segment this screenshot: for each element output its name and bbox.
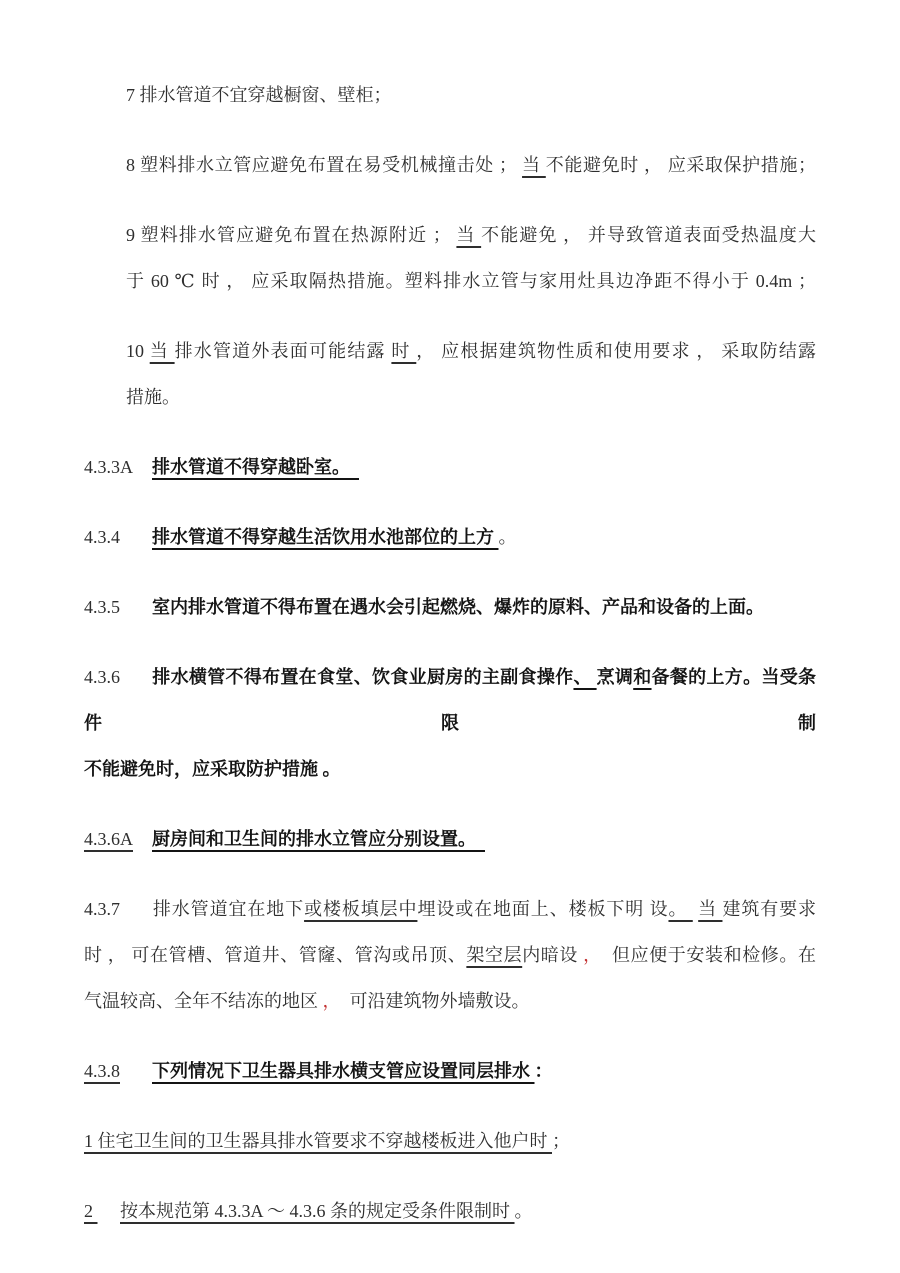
text-run: 措施。 (126, 387, 180, 407)
text-run: 备餐的上方。当受条件限制 (84, 667, 817, 733)
clause-4-3-4 (84, 514, 816, 560)
text-run: ， 应根据建筑物性质和使用要求 ， 采取防结露 (416, 341, 817, 361)
text-run: 当 (149, 341, 175, 361)
text-run: 架空层 (466, 945, 523, 965)
text-run: 。 (498, 527, 517, 547)
text-line (126, 142, 816, 188)
clause-number: 4.3.6A (84, 829, 133, 849)
clause-4-3-7 (84, 886, 816, 1024)
text-run: 和 (633, 667, 652, 687)
text-line (84, 746, 816, 792)
text-run: 排水管道不得穿越生活饮用水池部位的上方 (152, 527, 499, 547)
text-line (126, 212, 816, 258)
text-run: 室内排水管道不得布置在遇水会引起燃烧、爆炸的原料、产品和设备的上面。 (152, 597, 764, 617)
text-line (84, 514, 816, 560)
clause-4-3-8 (84, 1048, 816, 1094)
text-run: 于 60 ℃ 时 ， 应采取隔热措施。塑料排水立管与家用灶具边净距不得小于 0.4m ； (126, 271, 816, 291)
text-line (84, 654, 816, 746)
text-run: 10 (126, 341, 150, 361)
text-run: 气温较高、全年不结冻的地区 (84, 991, 318, 1011)
text-run: 内暗设 (522, 945, 579, 965)
text-run: 当 (456, 225, 482, 245)
text-run: ， (578, 945, 602, 965)
list-item-2 (84, 1188, 816, 1234)
text-run: 厨房间和卫生间的排水立管应分别设置。 (152, 829, 485, 849)
text-run: 当 (522, 155, 546, 175)
document-body (84, 72, 816, 1234)
text-line (84, 584, 816, 630)
text-run: 可沿建筑物外墙敷设。 (340, 991, 530, 1011)
text-run: 烹调 (596, 667, 634, 687)
text-run: 按本规范第 4.3.3A ～ 4.3.6 条的规定受条件限制时 (120, 1201, 515, 1221)
text-line (84, 1048, 816, 1094)
text-run: 当 (698, 899, 723, 919)
text-run: 2 (84, 1201, 98, 1221)
text-run: 不能避免时，应采取防护措施 。 (84, 759, 341, 779)
text-run: 排水管道不得穿越卧室。 (152, 457, 359, 477)
list-item-1 (84, 1118, 816, 1164)
text-line (84, 816, 816, 862)
text-line (126, 258, 816, 304)
text-run: 8 塑料排水立管应避免布置在易受机械撞击处 ； (126, 155, 523, 175)
text-run: 时 (391, 341, 417, 361)
clause-number: 4.3.8 (84, 1061, 120, 1081)
clause-number: 4.3.6 (84, 667, 120, 687)
list-item-10 (84, 328, 816, 420)
text-run: 排水横管不得布置在食堂、饮食业厨房的主副食操作 (152, 667, 574, 687)
text-run: ： (534, 1061, 553, 1081)
text-run: 9 塑料排水管应避免布置在热源附近 ； (126, 225, 457, 245)
text-run: 排水管道宜在地下 (152, 899, 305, 919)
text-run: 下列情况下卫生器具排水横支管应设置同层排水 (152, 1061, 535, 1081)
text-run: 不能避免 ， 并导致管道表面受热温度大 (481, 225, 817, 245)
text-run: ； (552, 1131, 570, 1151)
clause-number: 4.3.5 (84, 597, 120, 617)
text-run: 7 排水管道不宜穿越橱窗、壁柜； (126, 85, 392, 105)
text-run: 、 (573, 667, 597, 687)
clause-4-3-3A (84, 444, 816, 490)
text-line (84, 978, 816, 1024)
clause-number: 4.3.7 (84, 899, 120, 919)
clause-4-3-6A (84, 816, 816, 862)
text-line (126, 72, 816, 118)
text-run: 但应便于安装和检修。在 (601, 945, 817, 965)
text-line (84, 444, 816, 490)
text-run: 。 (514, 1201, 533, 1221)
text-run: 。 (668, 899, 693, 919)
text-line (84, 1188, 816, 1234)
text-run: 1 住宅卫生间的卫生器具排水管要求不穿越楼板进入他户时 (84, 1131, 552, 1151)
text-line (84, 886, 816, 932)
list-item-7 (84, 72, 816, 118)
clause-number: 4.3.4 (84, 527, 120, 547)
clause-4-3-5 (84, 584, 816, 630)
clause-4-3-6 (84, 654, 816, 792)
text-line (84, 1118, 816, 1164)
text-run: 埋设或在地面上、楼板下明 设 (417, 899, 669, 919)
list-item-8 (84, 142, 816, 188)
text-run: 建筑有要求 (722, 899, 817, 919)
text-line (126, 374, 816, 420)
clause-number: 4.3.3A (84, 457, 133, 477)
text-line (126, 328, 816, 374)
text-run: ， (318, 991, 341, 1011)
list-item-9 (84, 212, 816, 304)
text-run: 时 ， 可在管槽、管道井、管窿、管沟或吊顶、 (84, 945, 467, 965)
text-line (84, 932, 816, 978)
text-run: 或楼板填层中 (304, 899, 418, 919)
text-run: 排水管道外表面可能结露 (174, 341, 392, 361)
text-run: 不能避免时 ， 应采取保护措施； (545, 155, 817, 175)
text-run (98, 1201, 121, 1221)
